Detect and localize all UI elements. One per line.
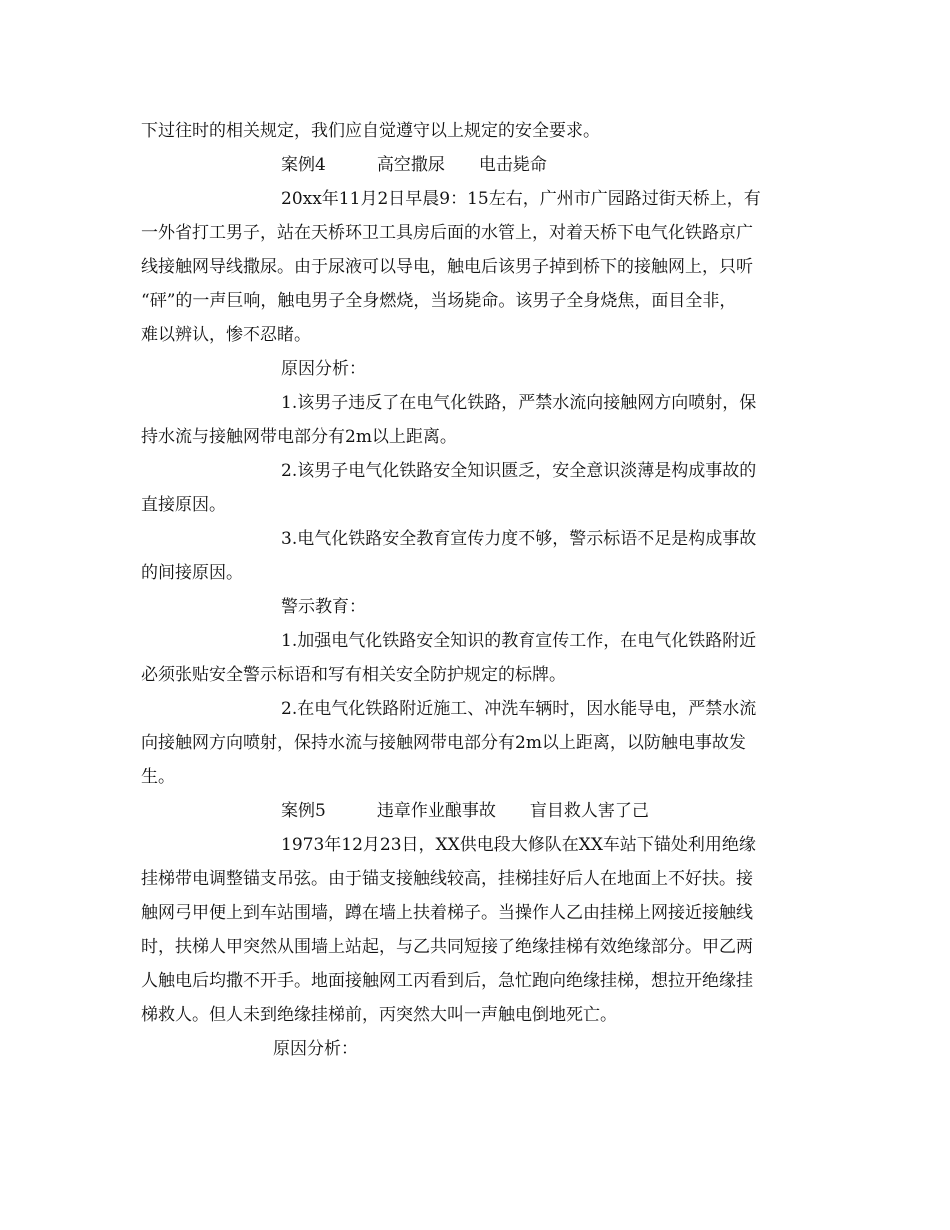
body-text-line: 挂梯带电调整锚支吊弦。由于锚支接触线较高，挂梯挂好后人在地面上不好扶。接 xyxy=(141,869,753,889)
body-text-line: 生。 xyxy=(141,767,175,787)
body-text-line: 向接触网方向喷射，保持水流与接触网带电部分有2m以上距离，以防触电事故发 xyxy=(141,733,746,753)
body-text-line: 的间接原因。 xyxy=(141,563,243,583)
list-item: 2.在电气化铁路附近施工、冲洗车辆时，因水能导电，严禁水流 xyxy=(281,699,757,719)
case-heading: 案例5 违章作业酿事故 盲目救人害了己 xyxy=(281,801,649,821)
body-text-line: 线接触网导线撒尿。由于尿液可以导电，触电后该男子掉到桥下的接触网上，只听 xyxy=(141,257,753,277)
body-text-line: 时，扶梯人甲突然从围墙上站起，与乙共同短接了绝缘挂梯有效绝缘部分。甲乙两 xyxy=(141,937,753,957)
body-text-line: 下过往时的相关规定，我们应自觉遵守以上规定的安全要求。 xyxy=(141,121,600,141)
body-text-line: “砰”的一声巨响，触电男子全身燃烧，当场毙命。该男子全身烧焦，面目全非， xyxy=(141,291,737,311)
body-text-line: 难以辨认，惨不忍睹。 xyxy=(141,325,311,345)
list-item: 2.该男子电气化铁路安全知识匮乏，安全意识淡薄是构成事故的 xyxy=(281,461,757,481)
section-heading: 原因分析： xyxy=(281,359,366,379)
body-text-line: 触网弓甲便上到车站围墙，蹲在墙上扶着梯子。当操作人乙由挂梯上网接近接触线 xyxy=(141,903,753,923)
body-text-line: 1973年12月23日，XX供电段大修队在XX车站下锚处利用绝缘 xyxy=(281,835,756,855)
body-text-line: 20xx年11月2日早晨9：15左右，广州市广园路过街天桥上，有 xyxy=(281,189,761,209)
list-item: 1.加强电气化铁路安全知识的教育宣传工作，在电气化铁路附近 xyxy=(281,631,757,651)
body-text-line: 一外省打工男子，站在天桥环卫工具房后面的水管上，对着天桥下电气化铁路京广 xyxy=(141,223,753,243)
section-heading: 警示教育： xyxy=(281,597,366,617)
section-heading: 原因分析： xyxy=(273,1039,358,1059)
list-item: 1.该男子违反了在电气化铁路，严禁水流向接触网方向喷射，保 xyxy=(281,393,757,413)
case-heading: 案例4 高空撒尿 电击毙命 xyxy=(281,155,547,175)
list-item: 3.电气化铁路安全教育宣传力度不够，警示标语不足是构成事故 xyxy=(281,529,757,549)
body-text-line: 持水流与接触网带电部分有2m以上距离。 xyxy=(141,427,457,447)
body-text-line: 梯救人。但人未到绝缘挂梯前，丙突然大叫一声触电倒地死亡。 xyxy=(141,1005,617,1025)
body-text-line: 人触电后均撒不开手。地面接触网工丙看到后，急忙跑向绝缘挂梯，想拉开绝缘挂 xyxy=(141,971,753,991)
body-text-line: 直接原因。 xyxy=(141,495,226,515)
body-text-line: 必须张贴安全警示标语和写有相关安全防护规定的标牌。 xyxy=(141,665,566,685)
